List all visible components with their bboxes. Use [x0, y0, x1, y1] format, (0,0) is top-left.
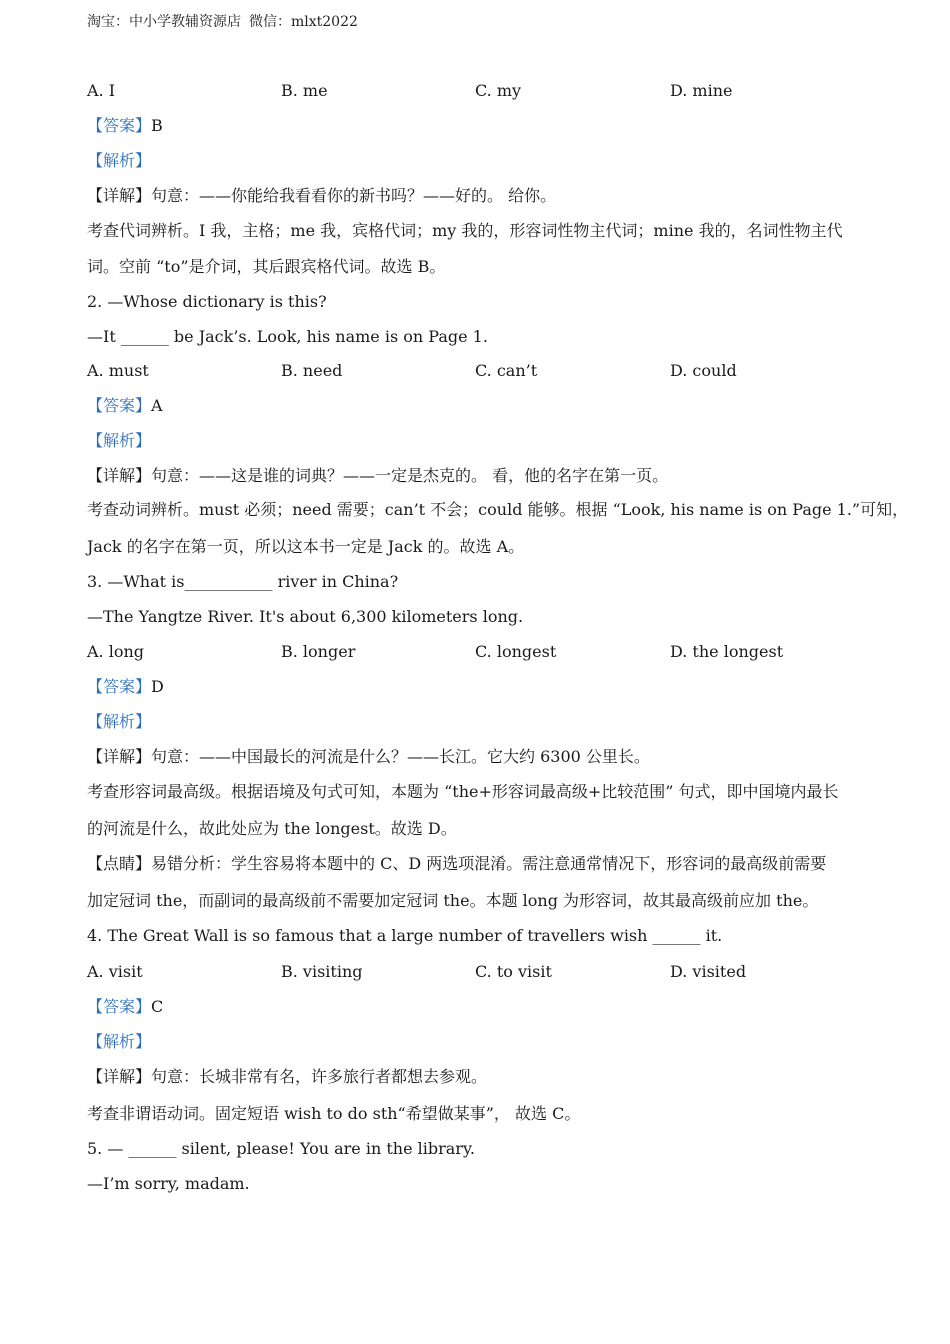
q3-detail [87, 746, 650, 768]
q2-explain-line-2: Jack 的名字在第一页，所以这本书一定是 Jack 的。故选 A。 [87, 537, 525, 556]
q2-option-b: B. need [281, 361, 343, 380]
q4-analysis-label: 【解析】 [87, 1032, 152, 1051]
q1-option-a: A. I [87, 81, 116, 100]
q3-analysis-label: 【解析】 [87, 712, 152, 731]
detail-label: 【详解】 [87, 747, 152, 766]
answer-label: 【答案】 [87, 677, 152, 696]
q2-option-d: D. could [670, 361, 737, 380]
page-header [87, 12, 358, 32]
detail-label: 【详解】 [87, 466, 152, 485]
tip-text: 易错分析：学生容易将本题中的 C、D 两选项混淆。需注意通常情况下，形容词的最高级前需要 [151, 854, 827, 873]
q4-option-a: A. visit [87, 962, 143, 981]
q3-option-c: C. longest [475, 642, 557, 661]
answer-label: 【答案】 [87, 997, 152, 1016]
q3-tip-line-1 [87, 853, 826, 875]
q2-detail [87, 465, 668, 487]
q1-analysis-label: 【解析】 [87, 151, 152, 170]
detail-text: 句意：——这是谁的词典？——一定是杰克的。 看，他的名字在第一页。 [151, 466, 669, 485]
detail-label: 【详解】 [87, 1067, 152, 1086]
q4-option-d: D. visited [670, 962, 747, 981]
q4-answer [87, 996, 163, 1018]
header-shop-text: 淘宝：中小学教辅资源店 [87, 14, 241, 30]
q2-analysis-label: 【解析】 [87, 431, 152, 450]
detail-label: 【详解】 [87, 186, 152, 205]
q2-option-c: C. can’t [475, 361, 538, 380]
q5-stem-line-1: 5. — ______ silent, please! You are in the library. [87, 1139, 475, 1158]
q2-option-a: A. must [87, 361, 149, 380]
answer-value: A [151, 396, 163, 415]
q5-stem-line-2: —I’m sorry, madam. [87, 1174, 250, 1193]
q4-option-b: B. visiting [281, 962, 363, 981]
answer-value: C [151, 997, 164, 1016]
q4-option-c: C. to visit [475, 962, 552, 981]
tip-label: 【点睛】 [87, 854, 152, 873]
q1-option-c: C. my [475, 81, 522, 100]
detail-text: 句意：——中国最长的河流是什么？——长江。它大约 6300 公里长。 [151, 747, 650, 766]
q3-option-a: A. long [87, 642, 145, 661]
q3-tip-line-2: 加定冠词 the，而副词的最高级前不需要加定冠词 the。本题 long 为形容词，故其最高级前应加 the。 [87, 891, 819, 910]
q3-stem-line-1: 3. —What is___________ river in China? [87, 572, 399, 591]
q3-explain-line-1: 考查形容词最高级。根据语境及句式可知，本题为 “the+形容词最高级+比较范围” 句式，即中国境内最长 [87, 782, 839, 801]
q1-explain-line-2: 词。空前 “to”是介词，其后跟宾格代词。故选 B。 [87, 257, 446, 276]
q2-stem-line-1: 2. —Whose dictionary is this? [87, 292, 327, 311]
q4-explain-line-1: 考查非谓语动词。固定短语 wish to do sth“希望做某事”， 故选 C。 [87, 1104, 581, 1123]
q1-explain-line-1: 考查代词辨析。I 我，主格；me 我，宾格代词；my 我的，形容词性物主代词；mine 我的，名词性物主代 [87, 221, 843, 240]
q3-option-b: B. longer [281, 642, 356, 661]
q3-explain-line-2: 的河流是什么，故此处应为 the longest。故选 D。 [87, 819, 457, 838]
answer-label: 【答案】 [87, 116, 152, 135]
q3-stem-line-2: —The Yangtze River. It's about 6,300 kilometers long. [87, 607, 524, 626]
q1-detail [87, 185, 556, 207]
q4-stem-line-1: 4. The Great Wall is so famous that a large number of travellers wish ______ it. [87, 926, 723, 945]
answer-label: 【答案】 [87, 396, 152, 415]
q3-answer [87, 676, 164, 698]
header-wechat-text: 微信：mlxt2022 [249, 14, 358, 30]
q3-option-d: D. the longest [670, 642, 784, 661]
q1-option-d: D. mine [670, 81, 733, 100]
detail-text: 句意：——你能给我看看你的新书吗？——好的。 给你。 [151, 186, 557, 205]
q4-detail [87, 1066, 487, 1088]
detail-text: 句意：长城非常有名，许多旅行者都想去参观。 [151, 1067, 488, 1086]
answer-value: D [151, 677, 164, 696]
q2-explain-line-1: 考查动词辨析。must 必须；need 需要；can’t 不会；could 能够。根据 “Look, his name is on Page 1.”可知， [87, 500, 909, 519]
answer-value: B [151, 116, 163, 135]
q1-answer [87, 115, 163, 137]
q2-stem-line-2: —It ______ be Jack’s. Look, his name is on Page 1. [87, 327, 488, 346]
q2-answer [87, 395, 163, 417]
q1-option-b: B. me [281, 81, 328, 100]
